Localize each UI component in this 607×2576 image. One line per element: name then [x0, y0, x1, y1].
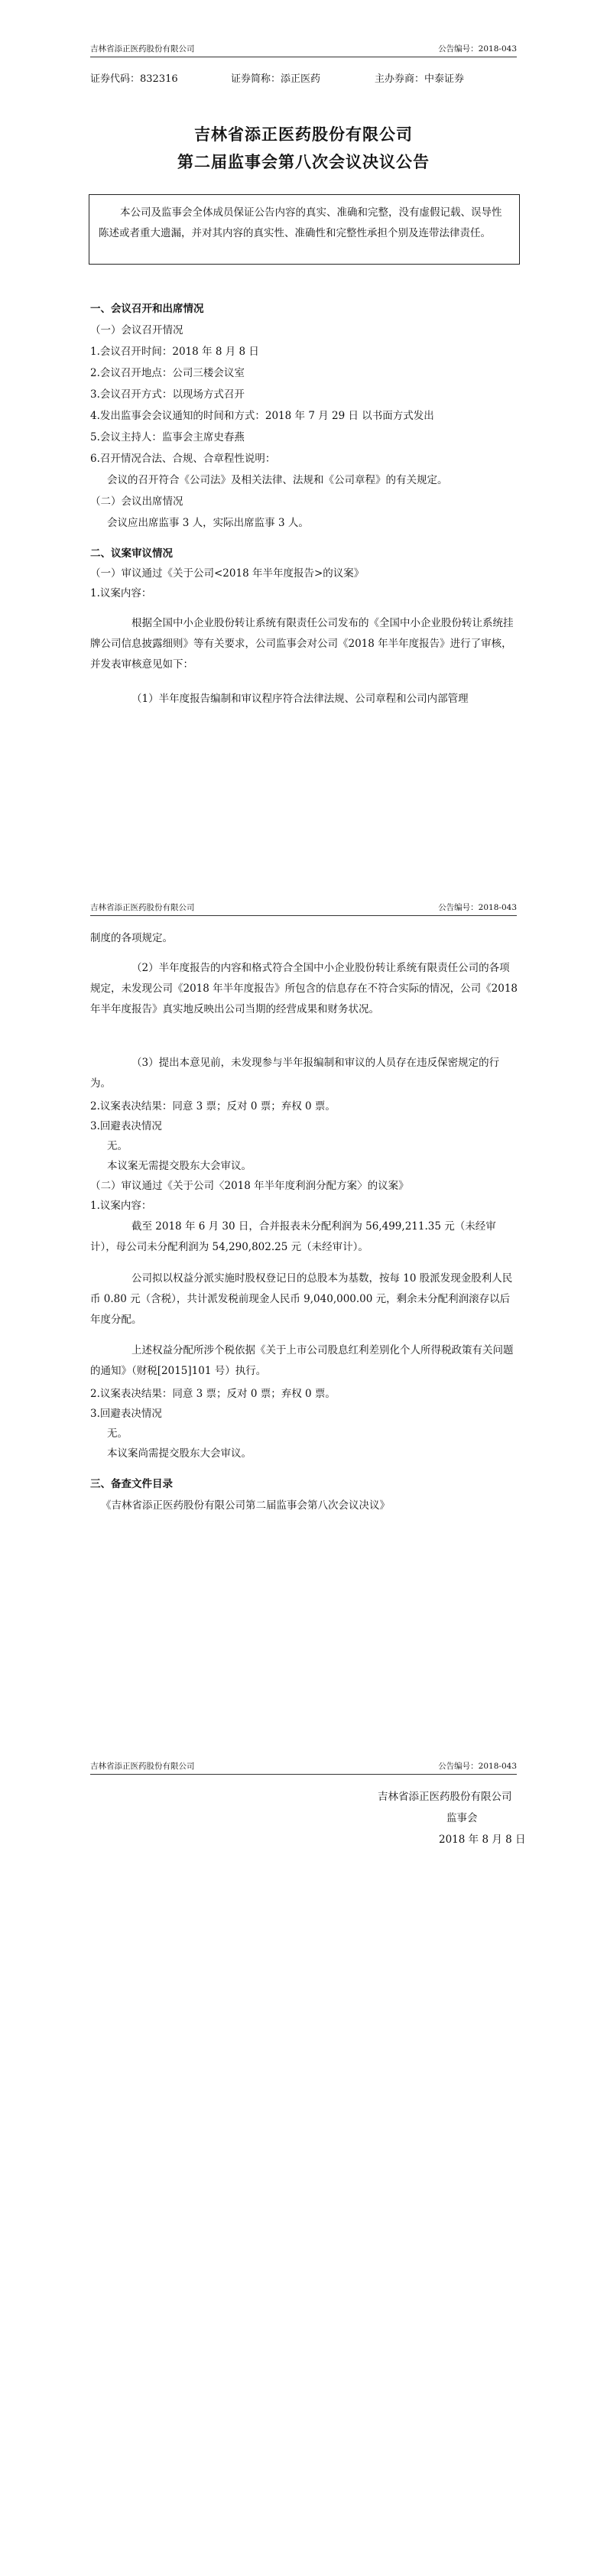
meeting-method: 3.会议召开方式：以现场方式召开 — [90, 388, 245, 401]
page-3 — [0, 1717, 607, 2576]
header-notice-no: 公告编号：2018-043 — [438, 1762, 517, 1771]
reference-document: 《吉林省添正医药股份有限公司第二届监事会第八次会议决议》 — [101, 1499, 390, 1512]
motion1-recusal: 3.回避表决情况 — [90, 1120, 162, 1132]
page-1 — [0, 0, 607, 859]
broker: 主办券商：中泰证券 — [375, 73, 465, 85]
meeting-host: 5.会议主持人：监事会主席史春燕 — [90, 431, 245, 443]
security-abbr: 证券简称：添正医药 — [231, 73, 321, 85]
motion1-point1-a: （1）半年度报告编制和审议程序符合法律法规、公司章程和公司内部管理 — [131, 693, 469, 705]
header-company: 吉林省添正医药股份有限公司 — [90, 903, 195, 912]
meeting-time: 1.会议召开时间：2018 年 8 月 8 日 — [90, 346, 259, 358]
compliance-text: 会议的召开符合《公司法》及相关法律、法规和《公司章程》的有关规定。 — [107, 474, 448, 486]
page-header — [90, 901, 517, 916]
page-2 — [0, 859, 607, 1717]
motion1-vote: 2.议案表决结果：同意 3 票；反对 0 票；弃权 0 票。 — [90, 1100, 336, 1113]
page-header — [90, 1760, 517, 1775]
motion1-content-label: 1.议案内容： — [90, 587, 152, 599]
motion2-para3: 上述权益分配所涉个税依据《关于上市公司股息红利差别化个人所得税政策有关问题的通知》（财税[2015]101 号）执行。 — [90, 1344, 514, 1377]
motion1-point3: （3）提出本意见前，未发现参与半年报编制和审议的人员存在违反保密规定的行为。 — [90, 1057, 500, 1090]
security-code: 证券代码：832316 — [90, 73, 178, 85]
page-header — [90, 43, 517, 57]
disclaimer-text: 本公司及监事会全体成员保证公告内容的真实、准确和完整，没有虚假记载、误导性陈述或者重大遗漏，并对其内容的真实性、准确性和完整性承担个别及连带法律责任。 — [99, 206, 502, 239]
page-title-line1: 吉林省添正医药股份有限公司 — [194, 125, 413, 144]
signature-board: 监事会 — [446, 1812, 478, 1824]
motion1-para1: 根据全国中小企业股份转让系统有限责任公司发布的《全国中小企业股份转让系统挂牌公司信息披露细则》等有关要求，公司监事会对公司《2018 年半年度报告》进行了审核，并发表审核意见如下： — [90, 617, 514, 671]
motion1-title: （一）审议通过《关于公司<2018 年半年度报告>的议案》 — [90, 567, 365, 580]
motion2-para2: 公司拟以权益分派实施时股权登记日的总股本为基数，按每 10 股派发现金股利人民币 0.80 元（含税），共计派发税前现金人民币 9,040,000.00 元，剩余未分配利润滚存以后年度分配。 — [90, 1272, 513, 1326]
disclaimer-box — [89, 194, 520, 265]
motion1-shareholder: 本议案无需提交股东大会审议。 — [107, 1160, 252, 1172]
motion1-point1-b: 制度的各项规定。 — [90, 932, 173, 944]
motion1-point2: （2）半年度报告的内容和格式符合全国中小企业股份转让系统有限责任公司的各项规定，未发现公司《2018 年半年度报告》所包含的信息存在不符合实际的情况，公司《2018 年半年度报告》真实地反映出公司当期的经营成果和财务状况。 — [90, 962, 518, 1015]
notice-time-method: 4.发出监事会会议通知的时间和方式：2018 年 7 月 29 日 以书面方式发出 — [90, 410, 434, 422]
section1-sub1: （一）会议召开情况 — [90, 324, 183, 336]
header-company: 吉林省添正医药股份有限公司 — [90, 44, 195, 54]
meeting-location: 2.会议召开地点：公司三楼会议室 — [90, 367, 245, 379]
signature-date: 2018 年 8 月 8 日 — [439, 1834, 526, 1846]
motion2-title: （二）审议通过《关于公司〈2018 年半年度利润分配方案〉的议案》 — [90, 1180, 409, 1192]
header-company: 吉林省添正医药股份有限公司 — [90, 1762, 195, 1771]
motion1-recusal-value: 无。 — [107, 1140, 128, 1152]
motion2-para1: 截至 2018 年 6 月 30 日，合并报表未分配利润为 56,499,211.35 元（未经审计），母公司未分配利润为 54,290,802.25 元（未经审计）。 — [90, 1220, 496, 1253]
attendance-text: 会议应出席监事 3 人，实际出席监事 3 人。 — [107, 517, 309, 529]
section1-sub2: （二）会议出席情况 — [90, 495, 183, 508]
compliance-label: 6.召开情况合法、合规、合章程性说明： — [90, 453, 276, 465]
motion2-content-label: 1.议案内容： — [90, 1200, 152, 1212]
page-title-line2: 第二届监事会第八次会议决议公告 — [177, 152, 430, 171]
signature-company: 吉林省添正医药股份有限公司 — [378, 1791, 512, 1803]
section1-heading: 一、会议召开和出席情况 — [90, 303, 204, 315]
section2-heading: 二、议案审议情况 — [90, 547, 173, 560]
motion2-recusal: 3.回避表决情况 — [90, 1408, 162, 1420]
section3-heading: 三、备查文件目录 — [90, 1478, 173, 1490]
motion2-vote: 2.议案表决结果：同意 3 票；反对 0 票；弃权 0 票。 — [90, 1388, 336, 1400]
motion2-recusal-value: 无。 — [107, 1428, 128, 1440]
motion2-shareholder: 本议案尚需提交股东大会审议。 — [107, 1447, 252, 1460]
header-notice-no: 公告编号：2018-043 — [438, 903, 517, 912]
header-notice-no: 公告编号：2018-043 — [438, 44, 517, 54]
